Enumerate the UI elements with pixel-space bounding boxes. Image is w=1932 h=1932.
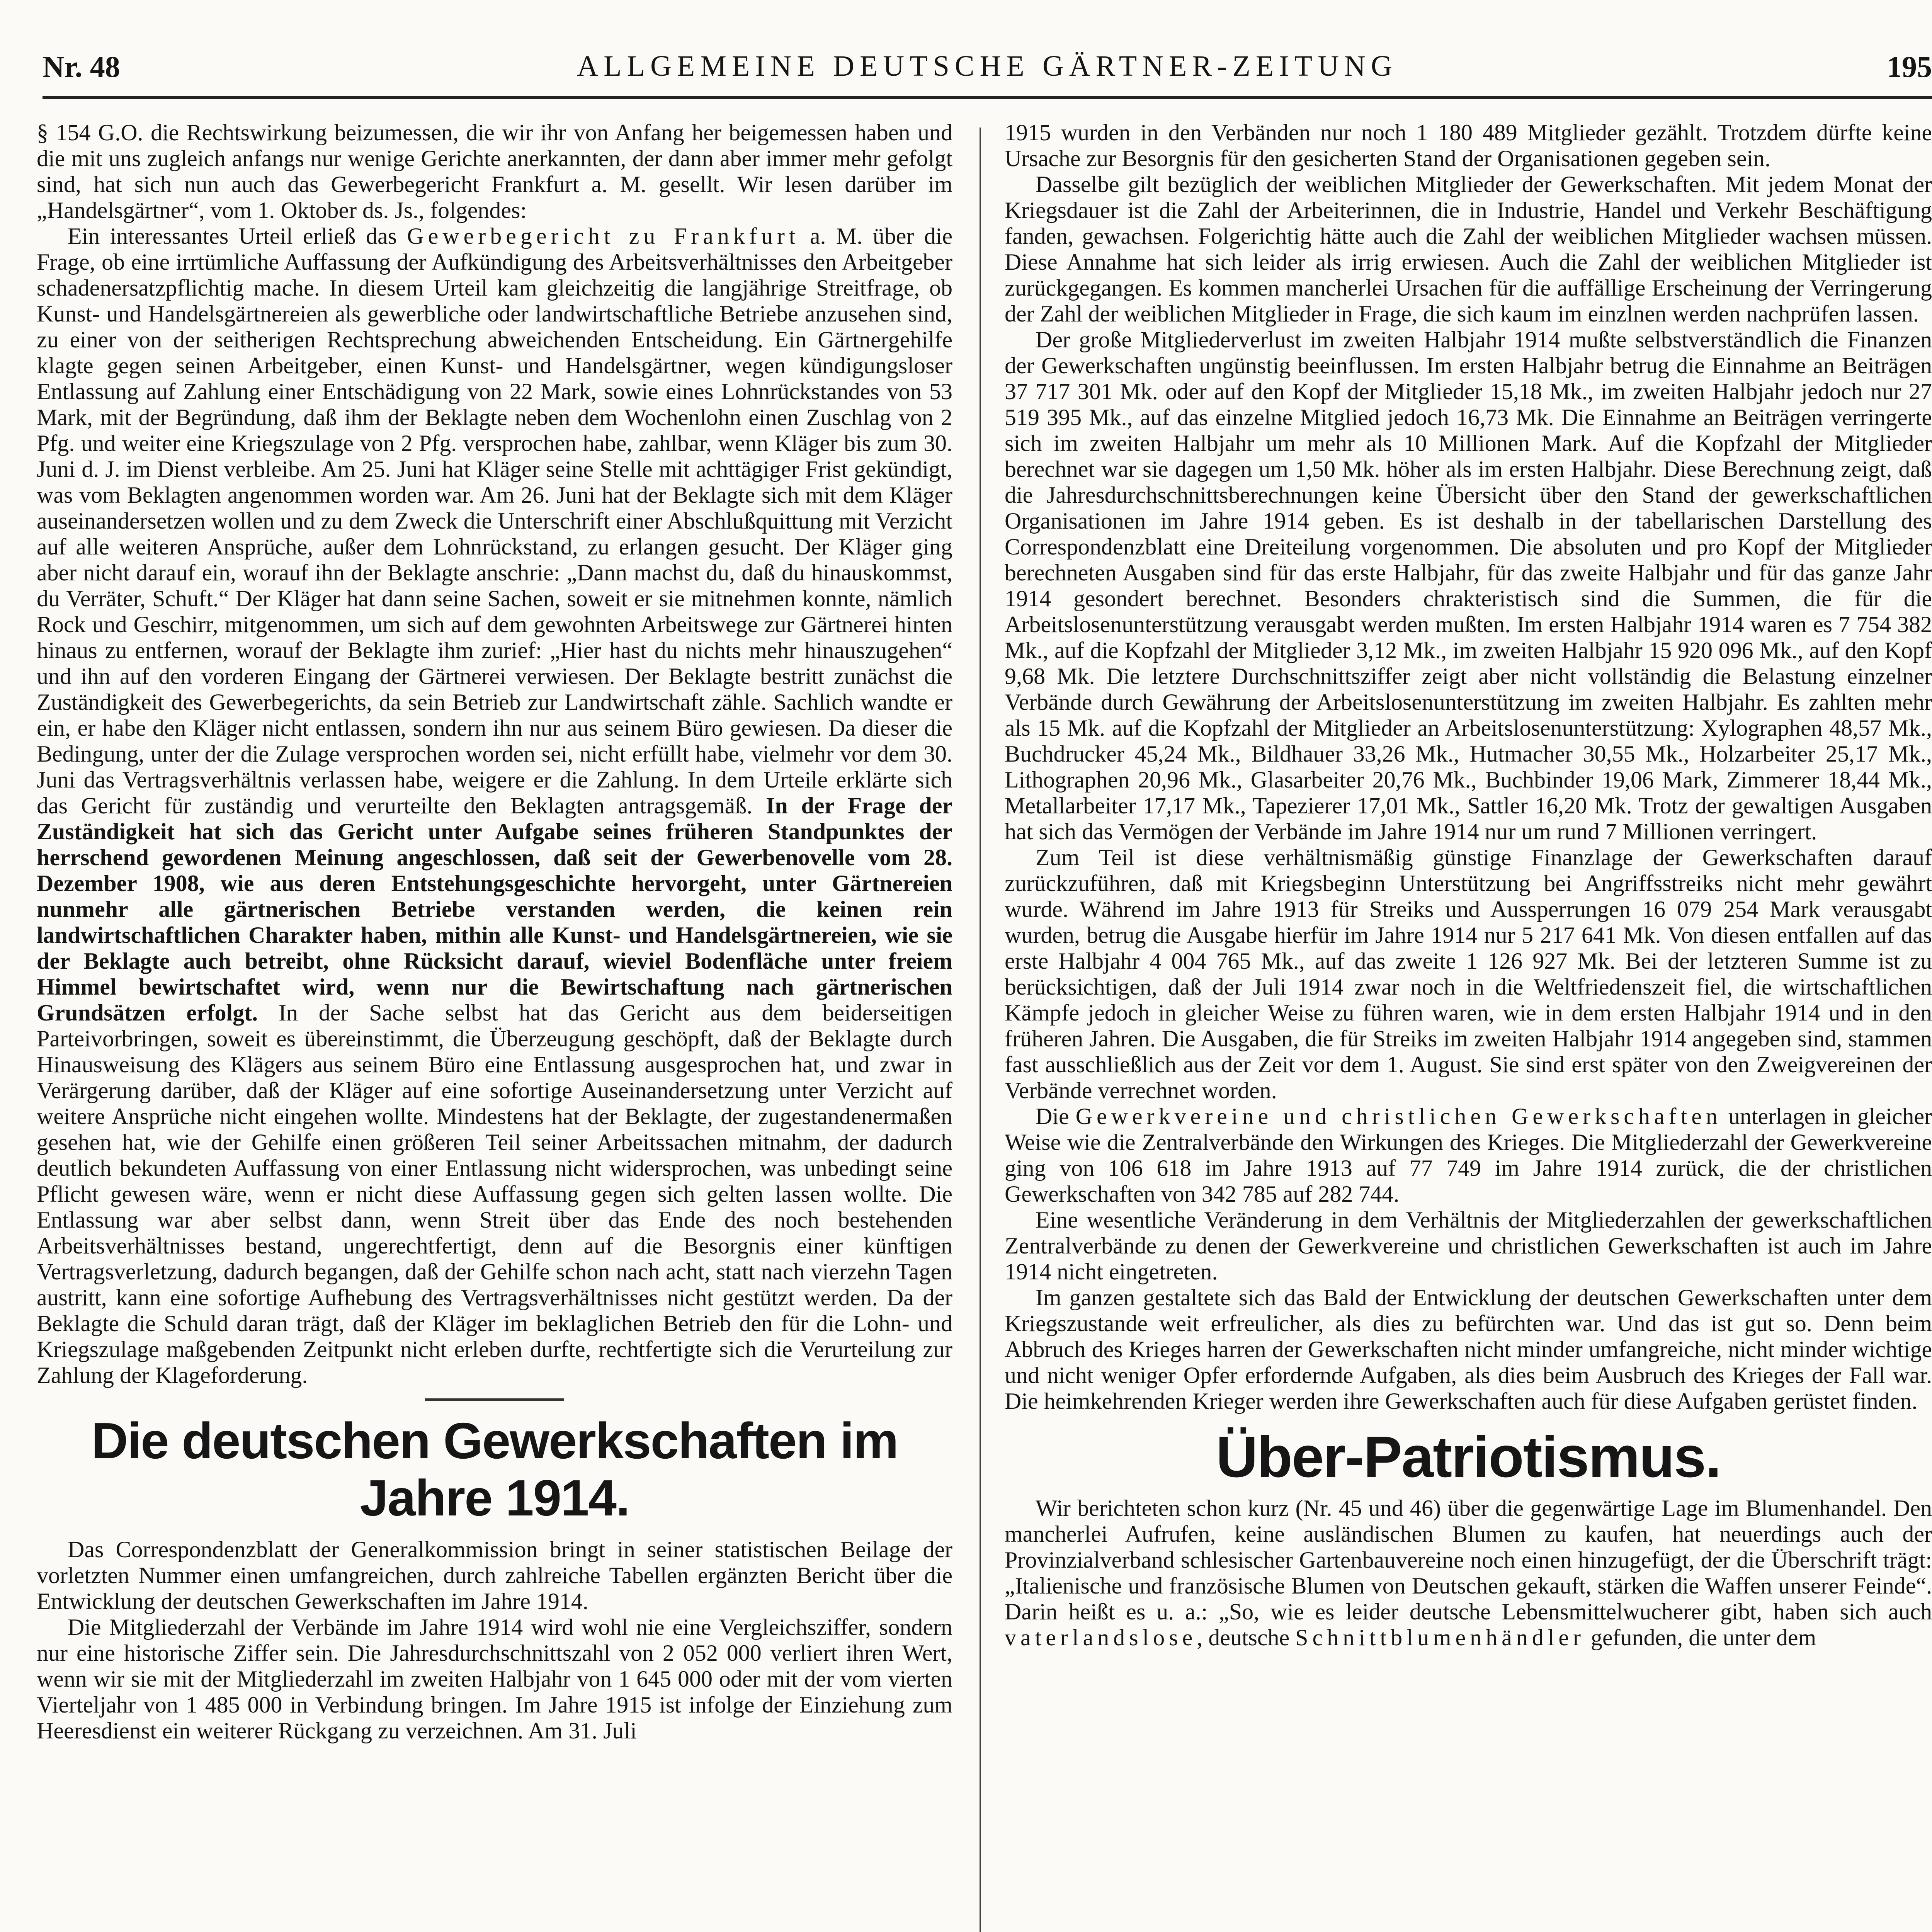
text-run: gefunden, die unter dem: [1585, 1625, 1816, 1650]
page-number: 195: [1887, 50, 1932, 83]
right-column: [1005, 120, 1932, 1651]
spaced-text: Schnittblumenhändler: [1295, 1625, 1585, 1650]
spaced-text: vaterlandslose: [1005, 1625, 1197, 1650]
text-run: unterlagen in gleicher Weise wie die Zentralverbände den Wirkungen des Krieges. Die Mitgliederzahl der Gewerkvereine ging von 106 618 im Jahre 1913 auf 77 749 im Jahre 1914 zurück, die der christlichen Gewerkschaften von 342 785 auf 282 744.: [1005, 1104, 1932, 1207]
article-headline: Über-Patriotismus.: [1216, 1424, 1721, 1489]
paragraph: Eine wesentliche Veränderung in dem Verhältnis der Mitgliederzahlen der gewerkschaftlichen Zentralverbände zu denen der Gewerkvereine und christlichen Gewerkschaften ist auch im Jahre 1914 nicht eingetreten.: [1005, 1207, 1932, 1284]
paragraph: 1915 wurden in den Verbänden nur noch 1 180 489 Mitglieder gezählt. Trotzdem dürfte keine Ursache zur Besorgnis für den gesicherten Stand der Organisationen gegeben sein.: [1005, 120, 1932, 171]
spaced-text: Gewerbegericht zu Frankfurt: [407, 223, 800, 249]
paragraph: [1005, 1104, 1932, 1207]
left-column: [37, 120, 952, 1744]
section-divider: [425, 1398, 564, 1401]
text-run: a. M. über die Frage, ob eine irrtümliche Auffassung der Aufkündigung des Arbeitsverhältnisses den Arbeitgeber schadenersatzpflichtig mache. In diesem Urteil kam gleichzeitig die langjährige Streitfrage, ob Kunst- und Handelsgärtnereien als gewerbliche oder landwirtschaftliche Betriebe anzusehen sind, zu einer von der seitherigen Rechtsprechung abweichenden Entscheidung. Ein Gärtnergehilfe klagte gegen seinen Arbeitgeber, einen Kunst- und Handelsgärtner, wegen kündigungsloser Entlassung auf Zahlung einer Entschädigung von 22 Mark, sowie eines Lohnrückstandes von 53 Mark, mit der Begründung, daß ihm der Beklagte neben dem Wochenlohn einen Zuschlag von 2 Pfg. und weiter eine Kriegszulage von 2 Pfg. versprochen habe, zahlbar, wenn Kläger bis zum 30. Juni d. J. im Dienst verbleibe. Am 25. Juni hat Kläger seine Stelle mit achttägiger Frist gekündigt, was vom Beklagten angenommen worden war. Am 26. Juni hat der Beklagte sich mit dem Kläger auseinandersetzen wollen und zu dem Zweck die Unterschrift einer Abschlußquittung mit Verzicht auf alle weiteren Ansprüche, außer dem Lohnrückstand, zu erlangen gesucht. Der Kläger ging aber nicht darauf ein, worauf ihn der Beklagte anschrie: „Dann machst du, daß du hinauskommst, du Verräter, Schuft.“ Der Kläger hat dann seine Sachen, soweit er sie mitnehmen konnte, nämlich Rock und Geschirr, mitgenommen, um sich auf dem gewohnten Arbeitswege zur Gärtnerei hinten hinaus zu entfernen, worauf der Beklagte ihm zurief: „Hier hast du nichts mehr hinauszugehen“ und ihn auf den vorderen Eingang der Gärtnerei verwiesen. Der Beklagte bestritt zunächst die Zuständigkeit des Gewerbegerichts, da sein Betrieb zur Landwirtschaft zähle. Sachlich wandte er ein, er habe den Kläger nicht entlassen, sondern ihn nur aus seinem Büro gewiesen. Da dieser die Bedingung, unter der die Zulage versprochen worden sei, nicht erfüllt habe, vielmehr vor dem 30. Juni das Vertragsverhältnis verlassen habe, weigere er die Zahlung. In dem Urteile erklärte sich das Gericht für zuständig und verurteilte den Beklagten antragsgemäß.: [37, 223, 952, 818]
spaced-text: Gewerkvereine und christlichen Gewerkschaften: [1075, 1104, 1722, 1129]
paragraph: [1005, 1495, 1932, 1651]
paragraph: Das Correspondenzblatt der Generalkommission bringt in seiner statistischen Beilage der vorletzten Nummer einen umfangreichen, durch zahlreiche Tabellen ergänzten Bericht über die Entwicklung der deutschen Gewerkschaften im Jahre 1914.: [37, 1537, 952, 1614]
paragraph: § 154 G.O. die Rechtswirkung beizumessen, die wir ihr von Anfang her beigemessen haben und die mit uns zugleich anfangs nur wenige Gerichte anerkannten, der dann aber immer mehr gefolgt sind, hat sich nun auch das Gewerbegericht Frankfurt a. M. gesellt. Wir lesen darüber im „Handelsgärtner“, vom 1. Oktober ds. Js., folgendes:: [37, 120, 952, 223]
newspaper-title: ALLGEMEINE DEUTSCHE GÄRTNER-ZEITUNG: [577, 50, 1398, 82]
paragraph: Die Mitgliederzahl der Verbände im Jahre 1914 wird wohl nie eine Vergleichsziffer, sondern nur eine historische Ziffer sein. Die Jahresdurchschnittszahl von 2 052 000 verliert ihren Wert, wenn wir sie mit der Mitgliederzahl im zweiten Halbjahr von 1 645 000 oder mit der vom vierten Vierteljahr von 1 485 000 in Verbindung bringen. Im Jahre 1915 ist infolge der Einziehung zum Heeresdienst ein weiterer Rückgang zu verzeichnen. Am 31. Juli: [37, 1614, 952, 1743]
paragraph: Der große Mitgliederverlust im zweiten Halbjahr 1914 mußte selbstverständlich die Finanzen der Gewerkschaften ungünstig beeinflussen. Im ersten Halbjahr betrug die Einnahme an Beiträgen 37 717 301 Mk. oder auf den Kopf der Mitglieder 15,18 Mk., im zweiten Halbjahr jedoch nur 27 519 395 Mk., auf das einzelne Mitglied jedoch 16,73 Mk. Die Einnahme an Beiträgen verringerte sich im zweiten Halbjahr um mehr als 10 Millionen Mark. Auf die Kopfzahl der Mitglieder berechnet war sie dagegen um 1,50 Mk. höher als im ersten Halbjahr. Diese Berechnung zeigt, daß die Jahresdurchschnittsberechnungen keine Übersicht über den Stand der gewerkschaftlichen Organisationen im Jahre 1914 geben. Es ist deshalb in der tabellarischen Darstellung des Correspondenzblatt eine Dreiteilung vorgenommen. Die absoluten und pro Kopf der Mitglieder berechneten Ausgaben sind für das erste Halbjahr, für das zweite Halbjahr und für das ganze Jahr 1914 gesondert berechnet. Besonders chrakteristisch sind die Summen, die für die Arbeitslosenunterstützung verausgabt werden mußten. Im ersten Halbjahr 1914 waren es 7 754 382 Mk., auf die Kopfzahl der Mitglieder 3,12 Mk., im zweiten Halbjahr 15 920 096 Mk., auf den Kopf 9,68 Mk. Die letztere Durchschnittsziffer zeigt aber nicht vollständig die Belastung einzelner Verbände durch Gewährung der Arbeitslosenunterstützung im zweiten Halbjahr. Es zahlten mehr als 15 Mk. auf die Kopfzahl der Mitglieder an Arbeitslosenunterstützung: Xylographen 48,57 Mk., Buchdrucker 45,24 Mk., Bildhauer 33,26 Mk., Hutmacher 30,55 Mk., Holzarbeiter 25,17 Mk., Lithographen 20,96 Mk., Glasarbeiter 20,76 Mk., Buchbinder 19,06 Mark, Zimmerer 18,44 Mk., Metallarbeiter 17,17 Mk., Tapezierer 17,01 Mk., Sattler 16,20 Mk. Trotz der gewaltigen Ausgaben hat sich das Vermögen der Verbände im Jahre 1914 nur um rund 7 Millionen verringert.: [1005, 327, 1932, 844]
text-run: In der Sache selbst hat das Gericht aus dem beiderseitigen Parteivorbringen, soweit es übereinstimmt, die Überzeugung geschöpft, daß der Beklagte durch Hinausweisung des Klägers aus seinem Büro eine Entlassung ausgesprochen hat, und zwar in Verärgerung darüber, daß der Kläger auf eine sofortige Auseinandersetzung unter Verzicht auf weitere Ansprüche nicht eingehen wollte. Mindestens hat der Beklagte, der zugestandenermaßen gesehen hat, wie der Gehilfe einen größeren Teil seiner Arbeitssachen mitnahm, der dadurch deutlich bekundeten Auffassung von einer Entlassung nicht widersprochen, was unbedingt seine Pflicht gewesen wäre, wenn er nicht diese Auffassung gegen sich gelten lassen wollte. Die Entlassung war aber selbst dann, wenn Streit über das Ende des noch bestehenden Arbeitsverhältnisses bestand, ungerechtfertigt, denn auf die Besorgnis einer künftigen Vertragsverletzung, dadurch begangen, daß der Gehilfe schon nach acht, statt nach vierzehn Tagen austritt, kann eine sofortige Aufhebung des Vertragsverhältnisses nicht gestützt werden. Da der Beklagte die Schuld daran trägt, daß der Kläger im beklaglichen Betrieb den für die Lohn- und Kriegszulage maßgebenden Zeitpunkt nicht erleben durfte, rechtfertigte sich die Verurteilung zur Zahlung der Klageforderung.: [37, 1000, 953, 1388]
issue-number: Nr. 48: [43, 50, 120, 83]
paragraph: [37, 223, 952, 1388]
text-run: , deutsche: [1197, 1625, 1296, 1650]
column-rule: [980, 128, 981, 1932]
bold-text: In der Frage der Zuständigkeit hat sich das Gericht unter Aufgabe seines früheren Standpunktes der herrschend gewordenen Meinung angeschlossen, daß seit der Gewerbenovelle vom 28. Dezember 1908, wie aus deren Entstehungsgeschichte hervorgeht, unter Gärtnereien nunmehr alle gärtnerischen Betriebe verstanden werden, die keinen rein landwirtschaftlichen Charakter haben, mithin alle Kunst- und Handelsgärtnereien, wie sie der Beklagte auch betreibt, ohne Rücksicht darauf, wieviel Bodenfläche unter freiem Himmel bewirtschaftet wird, wenn nur die Bewirtschaftung nach gärtnerischen Grundsätzen erfolgt.: [37, 793, 952, 1026]
article-headline: Die deutschen Gewerkschaften im Jahre 1914.: [91, 1412, 898, 1526]
paragraph: Dasselbe gilt bezüglich der weiblichen Mitglieder der Gewerkschaften. Mit jedem Monat der Kriegsdauer ist die Zahl der Arbeiterinnen, die in Industrie, Handel und Verkehr Beschäftigung fanden, gewachsen. Folgerichtig hätte auch die Zahl der weiblichen Mitglieder wachsen müssen. Diese Annahme hat sich leider als irrig erwiesen. Auch die Zahl der weiblichen Mitglieder ist zurückgegangen. Es kommen mancherlei Ursachen für die auffällige Erscheinung der Verringerung der Zahl der weiblichen Mitglieder in Frage, die sich kaum im einzlnen werden nachprüfen lassen.: [1005, 172, 1932, 327]
header-rule: [43, 96, 1932, 99]
text-run: Wir berichteten schon kurz (Nr. 45 und 46) über die gegenwärtige Lage im Blumenhandel. Den mancherlei Aufrufen, keine ausländischen Blumen zu kaufen, hat neuerdings auch der Provinzialverband schlesischer Gartenbauvereine noch einen hinzugefügt, der die Überschrift trägt: „Italienische und französische Blumen von Deutschen gekauft, stärken die Waffen unserer Feinde“. Darin heißt es u. a.: „So, wie es leider deutsche Lebensmittelwucherer gibt, haben sich auch: [1005, 1495, 1932, 1624]
paragraph: Im ganzen gestaltete sich das Bald der Entwicklung der deutschen Gewerkschaften unter dem Kriegszustande weit erfreulicher, als dies zu befürchten war. Und das ist gut so. Denn beim Abbruch des Krieges harren der Gewerkschaften nicht minder umfangreiche, nicht minder wichtige und nicht weniger Opfer erfordernde Aufgaben, als dies beim Ausbruch des Krieges der Fall war. Die heimkehrenden Krieger werden ihre Gewerkschaften auch für diese Aufgaben gerüstet finden.: [1005, 1285, 1932, 1414]
text-run: Ein interessantes Urteil erließ das: [68, 223, 407, 249]
paragraph: Zum Teil ist diese verhältnismäßig günstige Finanzlage der Gewerkschaften darauf zurückzuführen, daß mit Kriegsbeginn Unterstützung bei Angriffsstreiks nicht mehr gewährt wurde. Während im Jahre 1913 für Streiks und Aussperrungen 16 079 254 Mark verausgabt wurden, betrug die Ausgabe hierfür im Jahre 1914 nur 5 217 641 Mk. Von diesen entfallen auf das erste Halbjahr 4 004 765 Mk., auf das zweite 1 126 927 Mk. Bei der letzteren Summe ist zu berücksichtigen, daß der Juli 1914 zwar noch in die Weltfriedenszeit fiel, die wirtschaftlichen Kämpfe jedoch in gleicher Weise zu führen waren, wie in dem ersten Halbjahr 1914 und in den früheren Jahren. Die Ausgaben, die für Streiks im zweiten Halbjahr 1914 angegeben sind, stammen fast ausschließlich aus der Zeit vor dem 1. August. Sie sind erst später von den Zweigvereinen der Verbände verrechnet worden.: [1005, 845, 1932, 1103]
page-header: [43, 49, 1932, 92]
text-run: Die: [1036, 1104, 1076, 1129]
